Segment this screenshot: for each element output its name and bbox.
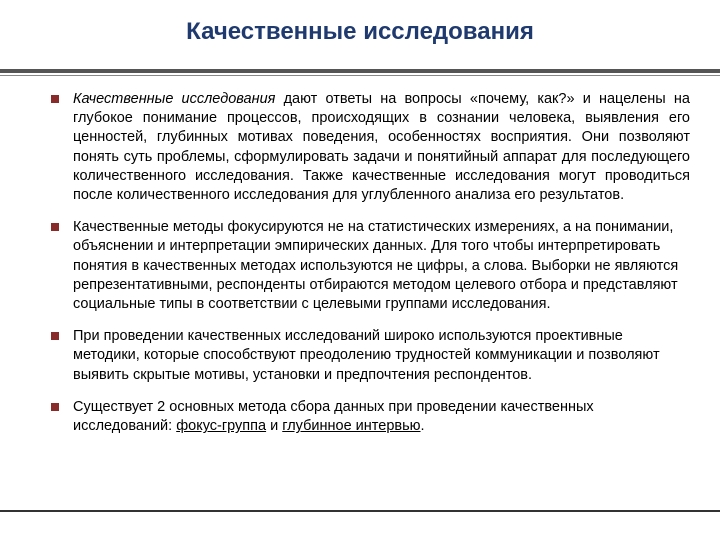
title-divider-thin (0, 75, 720, 76)
footer-divider (0, 510, 720, 512)
bullet-text: . (420, 418, 425, 435)
title-divider (0, 69, 720, 73)
bullet-text: При проведении качественных исследований широко используются проективные методики, которые способствуют преодолению трудностей коммуникации и позволяют выявить скрытые мотивы, установки и предпочтения респондентов. (73, 328, 660, 383)
bullet-text: Существует 2 основных метода сбора данных при проведении качественных исследований: (73, 398, 594, 435)
square-bullet-icon (51, 332, 59, 340)
square-bullet-icon (51, 403, 59, 411)
bullet-text: и (266, 418, 283, 435)
bullet-item (50, 398, 690, 436)
page-title: Качественные исследования (186, 18, 534, 45)
bullet-item (50, 90, 690, 205)
square-bullet-icon (51, 223, 59, 231)
in-depth-interview-link[interactable]: глубинное интервью (282, 418, 421, 435)
bullet-item (50, 327, 690, 385)
bullet-text: Качественные методы фокусируются не на статистических измерениях, а на понимании, объяснении и интерпретации эмпирических данных. Для того чтобы интерпретировать понятия в качественных методах используются не цифры, а слова. Выборки не являются репрезентативными, респонденты отбираются методом целевого отбора и представляют социальные типы в соответствии с целевыми группами исследования. (73, 219, 679, 313)
bullet-text: дают ответы на вопросы «почему, как?» и нацелены на глубокое понимание процессов, происходящих в сознании человека, выявления его ценностей, глубинных мотивах поведения, особенностях восприятия. Они позволяют понять суть проблемы, сформулировать задачи и понятийный аппарат для последующего количественного исследования. Также качественные исследования могут проводиться после количественного исследования для углубленного анализа его результатов. (73, 91, 690, 204)
bullet-list (50, 90, 690, 449)
bullet-item (50, 218, 690, 314)
emphasis-text: Качественные исследования (73, 91, 276, 107)
focus-group-link[interactable]: фокус-группа (176, 418, 267, 435)
square-bullet-icon (51, 95, 59, 103)
